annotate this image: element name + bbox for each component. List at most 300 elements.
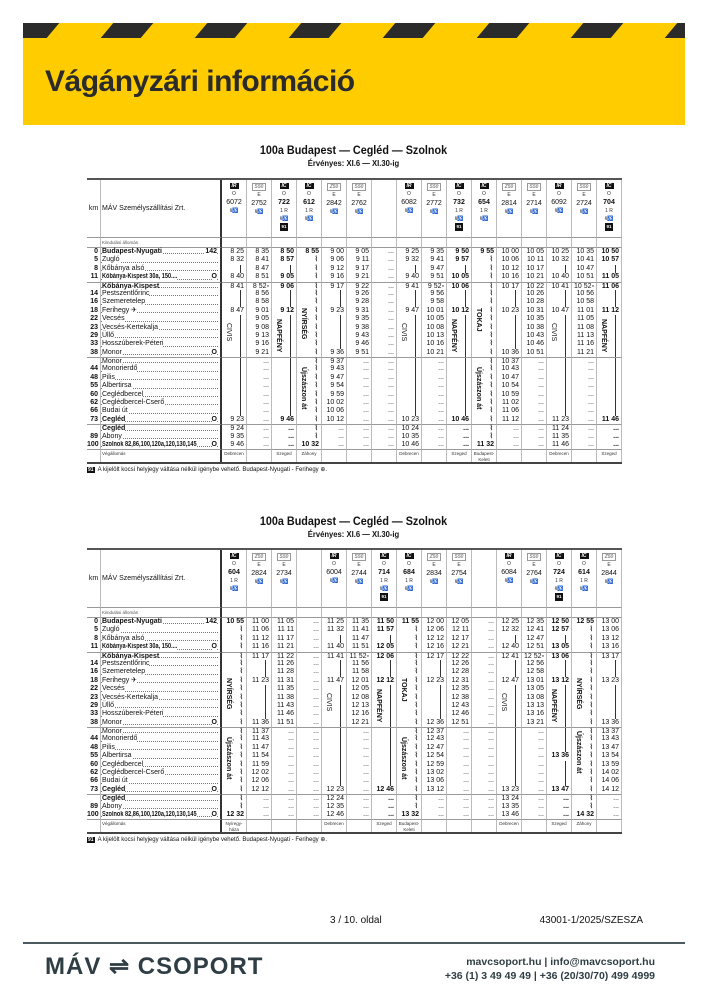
destination-cell — [372, 449, 397, 462]
service-class: O — [557, 191, 561, 197]
departure-time: 11 21 — [272, 643, 297, 651]
departure-time: 12 26 — [447, 660, 472, 668]
origin-cell — [597, 238, 622, 248]
departure-time: 9 05 — [247, 315, 272, 323]
train-number: 704 — [603, 199, 615, 206]
departure-time: 9 11 — [347, 256, 372, 264]
origin-cell — [322, 238, 347, 248]
departure-time — [547, 407, 572, 415]
departure-time: 12 12 — [372, 677, 397, 685]
stripe-segment — [477, 23, 530, 38]
departure-time: 11 16 — [572, 340, 597, 348]
departure-time: ... — [347, 735, 372, 743]
train-header — [222, 180, 247, 238]
departure-time: ... — [372, 282, 397, 290]
station-km: 73 — [87, 786, 101, 794]
pass-through-line: ⌇ — [472, 282, 497, 290]
departure-time: ... — [472, 643, 497, 651]
departure-time: 8 51 — [247, 273, 272, 281]
pass-through-line: ⌇ — [297, 399, 322, 407]
departure-time: ... — [372, 357, 397, 365]
pass-through-line: ⌇ — [222, 727, 247, 735]
station-suffix: O — [211, 810, 217, 818]
departure-time: 10 47 — [547, 307, 572, 315]
pass-through-line: ⌇ — [472, 332, 497, 340]
bicycle-accessible-icon: ꝸ♿ — [279, 579, 289, 585]
route-label: Újszászon át — [400, 736, 407, 779]
departure-time: 10 02 — [322, 399, 347, 407]
departure-time: ... — [447, 761, 472, 769]
station-label: Monor — [102, 728, 122, 736]
departure-time: ... — [297, 618, 322, 626]
pass-through-line: ⌇ — [572, 769, 597, 777]
station-name — [101, 719, 222, 727]
station-km — [87, 652, 101, 660]
departure-time: 10 06 — [447, 282, 472, 290]
departure-time: ... — [372, 382, 397, 390]
train-number: 2744 — [351, 570, 367, 577]
departure-time — [422, 694, 447, 702]
departure-time: 12 58 — [522, 668, 547, 676]
bicycle-accessible-icon: ꝸ♿ — [279, 216, 289, 222]
station-label: Ceglédbercel — [102, 760, 144, 768]
station-label: Hosszúberek-Péteri — [102, 340, 164, 348]
departure-time: 8 56 — [247, 290, 272, 298]
departure-time: 11 56 — [347, 660, 372, 668]
train-header — [297, 550, 322, 608]
departure-time: 9 46 — [347, 340, 372, 348]
service-class: E — [607, 562, 611, 568]
footnote-badge: 91 — [556, 594, 562, 599]
station-label: Monor — [102, 718, 122, 726]
departure-time: ... — [372, 407, 397, 415]
station-label: Monorierdő — [102, 735, 138, 743]
pass-through-line: ⌇ — [297, 374, 322, 382]
departure-time: ... — [572, 374, 597, 382]
departure-time — [322, 324, 347, 332]
departure-time — [547, 635, 572, 643]
pass-through-line: ⌇ — [222, 794, 247, 802]
departure-time — [322, 752, 347, 760]
departure-time: 10 12 — [322, 416, 347, 424]
departure-time — [497, 660, 522, 668]
departure-time: 11 38 — [272, 694, 297, 702]
station-km: 66 — [87, 407, 101, 415]
departure-time — [597, 298, 622, 306]
bicycle-accessible-icon: ꝸ♿ — [429, 209, 439, 215]
departure-time: 11 47 — [247, 744, 272, 752]
route-label: NYÍRSÉG — [575, 677, 582, 710]
train-number: 2814 — [501, 200, 517, 207]
bicycle-accessible-icon: ꝸ♿ — [529, 209, 539, 215]
station-km: 23 — [87, 694, 101, 702]
station-km: 48 — [87, 374, 101, 382]
departure-time: 10 35 — [522, 315, 547, 323]
station-label: Vecsés-Kertekalja — [102, 693, 159, 701]
departure-time: ... — [247, 374, 272, 382]
destination-cell: Szeged — [272, 449, 297, 462]
pass-through-line: ⌇ — [472, 399, 497, 407]
destination-cell: Debrecen — [547, 449, 572, 462]
train-category-badge: Z50 — [427, 553, 442, 561]
departure-time: ... — [247, 382, 272, 390]
pass-through-line: ⌇ — [572, 685, 597, 693]
departure-time: 11 12 — [597, 307, 622, 315]
departure-time — [547, 660, 572, 668]
destination-cell — [347, 819, 372, 832]
pass-through-line: ⌇ — [297, 332, 322, 340]
departure-time: ... — [522, 424, 547, 432]
departure-time: ... — [447, 769, 472, 777]
departure-time: ... — [322, 441, 347, 449]
service-class: E — [457, 562, 461, 568]
departure-time: 10 55 — [222, 618, 247, 626]
departure-time — [322, 298, 347, 306]
departure-time: 10 23 — [397, 416, 422, 424]
departure-time: 9 25 — [397, 248, 422, 256]
station-label: Ferihegy ✈ — [102, 306, 138, 314]
departure-time: ... — [372, 349, 397, 357]
departure-time: 12 17 — [447, 635, 472, 643]
departure-time: 12 47 — [522, 635, 547, 643]
departure-time: 9 47 — [322, 374, 347, 382]
pass-through-line: ⌇ — [572, 735, 597, 743]
reservation-info: 1 R — [230, 578, 238, 584]
departure-time: 10 47 — [497, 374, 522, 382]
departure-time: ... — [297, 668, 322, 676]
departure-time: 10 23 — [497, 307, 522, 315]
pass-through-line: ⌇ — [297, 365, 322, 373]
departure-time — [447, 365, 472, 373]
departure-time: 9 51 — [422, 273, 447, 281]
departure-time — [272, 265, 297, 273]
departure-time: ... — [372, 811, 397, 819]
departure-time: 13 46 — [497, 811, 522, 819]
departure-time: ... — [347, 407, 372, 415]
destination-cell: Szeged — [547, 819, 572, 832]
departure-time: ... — [572, 424, 597, 432]
pass-through-line: ⌇ — [397, 719, 422, 727]
station-name — [101, 769, 222, 777]
contact-phone: +36 (1) 3 49 49 49 | +36 (20/30/70) 499 4999 — [444, 970, 655, 982]
station-name — [101, 273, 222, 281]
departure-time — [597, 702, 622, 710]
departure-time: 9 35 — [422, 248, 447, 256]
station-km — [87, 357, 101, 365]
departure-time: 11 52▫ — [347, 652, 372, 660]
departure-time — [497, 735, 522, 743]
departure-time: 11 35 — [547, 433, 572, 441]
departure-time: ... — [347, 433, 372, 441]
station-name — [101, 256, 222, 264]
departure-time: 12 36 — [422, 719, 447, 727]
departure-time: ... — [297, 777, 322, 785]
departure-time: 13 32 — [397, 811, 422, 819]
departure-time — [247, 668, 272, 676]
departure-time: 10 35 — [397, 433, 422, 441]
train-category-badge: IC — [556, 553, 562, 559]
departure-time: ... — [297, 710, 322, 718]
departure-time: ... — [472, 803, 497, 811]
station-km: 48 — [87, 744, 101, 752]
departure-time — [397, 407, 422, 415]
departure-time: 9 12 — [272, 307, 297, 315]
departure-time: ... — [297, 643, 322, 651]
destination-cell: Debrecen — [497, 819, 522, 832]
departure-time: 11 00 — [247, 618, 272, 626]
departure-time: ... — [497, 433, 522, 441]
departure-time — [597, 710, 622, 718]
station-label: Hosszúberek-Péteri — [102, 710, 164, 718]
train-number: 6084 — [501, 569, 517, 576]
dot-leader — [101, 749, 218, 750]
departure-time: ... — [247, 794, 272, 802]
mav-csoport-logo: MÁV ⇌ CSOPORT — [45, 953, 264, 980]
departure-time: ... — [522, 794, 547, 802]
service-class: O — [232, 561, 236, 567]
train-header — [572, 550, 597, 608]
train-header — [522, 550, 547, 608]
train-number: 724 — [553, 569, 565, 576]
departure-time: ... — [522, 416, 547, 424]
departure-time: ... — [422, 441, 447, 449]
station-km: 44 — [87, 735, 101, 743]
departure-time: ... — [297, 694, 322, 702]
pass-through-line: ⌇ — [472, 265, 497, 273]
departure-time — [322, 769, 347, 777]
departure-time: 10 12 — [497, 265, 522, 273]
bicycle-accessible-icon: ꝸ♿ — [479, 216, 489, 222]
station-km: 60 — [87, 391, 101, 399]
departure-time — [372, 660, 397, 668]
departure-time: 12 25 — [497, 618, 522, 626]
departure-time: 10 16 — [497, 273, 522, 281]
departure-time — [397, 265, 422, 273]
departure-time: ... — [347, 399, 372, 407]
destination-cell — [322, 449, 347, 462]
station-name — [101, 618, 222, 626]
station-name — [101, 803, 222, 811]
departure-time: 13 35 — [497, 803, 522, 811]
departure-time — [497, 668, 522, 676]
departure-time: 11 35 — [272, 685, 297, 693]
departure-time: ... — [422, 416, 447, 424]
departure-time: 9 16 — [247, 340, 272, 348]
departure-time: ... — [522, 786, 547, 794]
departure-time: ... — [347, 424, 372, 432]
departure-time — [547, 727, 572, 735]
reservation-info: 1 R — [480, 208, 488, 214]
pass-through-line: ⌇ — [472, 349, 497, 357]
departure-time: ... — [472, 719, 497, 727]
departure-time — [597, 357, 622, 365]
pass-through-line: ⌇ — [297, 290, 322, 298]
departure-time: 10 22 — [522, 282, 547, 290]
departure-time: 12 47 — [497, 677, 522, 685]
departure-time: ... — [522, 382, 547, 390]
station-suffix: O — [211, 785, 217, 793]
departure-time — [322, 290, 347, 298]
origin-cell — [547, 238, 572, 248]
departure-time: 11 28 — [272, 668, 297, 676]
departure-time — [422, 660, 447, 668]
departure-time: ... — [422, 391, 447, 399]
departure-time: ... — [272, 794, 297, 802]
departure-time: ... — [522, 374, 547, 382]
station-name — [101, 374, 222, 382]
bicycle-accessible-icon: ꝸ♿ — [529, 579, 539, 585]
destination-cell: Debrecen — [322, 819, 347, 832]
station-suffix: O — [211, 273, 217, 281]
station-suffix: O — [211, 643, 217, 651]
departure-time — [222, 357, 247, 365]
departure-time: ... — [297, 786, 322, 794]
train-category-badge: S50 — [527, 183, 542, 191]
destination-cell — [422, 819, 447, 832]
station-label: Zugló — [102, 256, 120, 264]
train-number: 2772 — [426, 200, 442, 207]
departure-time: 11 37 — [247, 727, 272, 735]
departure-time: ... — [472, 777, 497, 785]
departure-time: 11 47 — [322, 677, 347, 685]
station-label: Kőbánya-Kispest 30a, 150.... — [102, 273, 178, 281]
departure-time: ... — [572, 433, 597, 441]
departure-time — [397, 374, 422, 382]
departure-time: 12 12 — [422, 635, 447, 643]
destination-cell — [447, 819, 472, 832]
station-label: Cegléd — [102, 415, 126, 423]
departure-time: 10 05 — [422, 315, 447, 323]
departure-time: ... — [522, 752, 547, 760]
departure-time: 11 01 — [572, 307, 597, 315]
route-label: TOKAJ — [475, 307, 482, 332]
train-number: 2724 — [576, 200, 592, 207]
service-class: E — [532, 192, 536, 198]
station-label: Üllő — [102, 331, 115, 339]
departure-time: ... — [347, 441, 372, 449]
station-label: Kőbánya-Kispest — [102, 282, 160, 290]
departure-time: 12 38 — [447, 694, 472, 702]
departure-time — [447, 357, 472, 365]
departure-time: 8 52▫ — [247, 282, 272, 290]
service-class: E — [582, 192, 586, 198]
station-name — [101, 357, 222, 365]
destination-label: Végállomás — [101, 819, 222, 832]
departure-time: 8 57 — [272, 256, 297, 264]
train-header — [272, 550, 297, 608]
departure-time: 9 58 — [422, 298, 447, 306]
pass-through-line: ⌇ — [397, 635, 422, 643]
train-number: 2754 — [451, 570, 467, 577]
pass-through-line: ⌇ — [572, 652, 597, 660]
origin-cell — [247, 238, 272, 248]
footnote-text: A kijelölt kocsi helyjegy váltása nélkül igénybe vehető. Budapest-Nyugati - Ferihegy ⊕. — [97, 837, 328, 843]
reservation-info: 1 R — [280, 208, 288, 214]
departure-time: 14 02 — [597, 769, 622, 777]
departure-time: 12 22 — [447, 652, 472, 660]
pass-through-line: ⌇ — [222, 769, 247, 777]
departure-time: 11 21 — [572, 349, 597, 357]
departure-time: 9 41 — [422, 256, 447, 264]
departure-time — [372, 635, 397, 643]
departure-time — [322, 761, 347, 769]
station-label: Üllő — [102, 701, 115, 709]
departure-time: 13 47 — [597, 744, 622, 752]
departure-time — [422, 668, 447, 676]
departure-time: ... — [247, 407, 272, 415]
departure-time: ... — [447, 744, 472, 752]
route-label: CIVIS — [323, 686, 334, 718]
departure-time: ... — [297, 635, 322, 643]
train-category-badge: S50 — [352, 183, 367, 191]
pass-through-line: ⌇ — [472, 324, 497, 332]
departure-time: ... — [447, 441, 472, 449]
departure-time: ... — [522, 803, 547, 811]
departure-time — [272, 290, 297, 298]
bicycle-accessible-icon: ꝸ♿ — [604, 579, 614, 585]
pass-through-line: ⌇ — [297, 282, 322, 290]
departure-time: ... — [372, 248, 397, 256]
pass-through-line: ⌇ — [572, 803, 597, 811]
departure-time — [272, 374, 297, 382]
departure-time — [497, 315, 522, 323]
station-name — [101, 324, 222, 332]
pass-through-line: ⌇ — [397, 694, 422, 702]
departure-time — [547, 365, 572, 373]
origin-label: Kiindulási állomás — [101, 608, 222, 618]
hazard-stripe — [23, 23, 685, 38]
departure-time: 11 41 — [347, 626, 372, 634]
destination-cell: Debrecen — [397, 449, 422, 462]
departure-time: ... — [272, 735, 297, 743]
departure-time — [597, 660, 622, 668]
departure-time: 9 32 — [397, 256, 422, 264]
departure-time: 11 51 — [272, 719, 297, 727]
departure-time: ... — [547, 794, 572, 802]
destination-cell — [272, 819, 297, 832]
departure-time: ... — [472, 735, 497, 743]
departure-time: 13 24 — [497, 794, 522, 802]
departure-time — [497, 635, 522, 643]
departure-time — [247, 694, 272, 702]
station-name — [101, 668, 222, 676]
stripe-segment — [383, 23, 436, 38]
departure-time: 9 55 — [472, 248, 497, 256]
destination-cell — [472, 819, 497, 832]
timetable-2 — [87, 548, 622, 834]
bicycle-accessible-icon: ꝸ♿ — [554, 586, 564, 592]
departure-time: 12 06 — [372, 652, 397, 660]
pass-through-line: ⌇ — [572, 710, 597, 718]
departure-time: ... — [247, 424, 272, 432]
station-label: Budai út — [102, 407, 128, 415]
departure-time: ... — [347, 382, 372, 390]
departure-time: ... — [372, 265, 397, 273]
departure-time: ... — [597, 424, 622, 432]
service-class: E — [332, 192, 336, 198]
departure-time: 9 35 — [222, 433, 247, 441]
departure-time: 13 16 — [597, 643, 622, 651]
departure-time — [597, 382, 622, 390]
pass-through-line: ⌇ — [222, 685, 247, 693]
station-label: Ceglédbercel — [102, 390, 144, 398]
origin-cell — [397, 608, 422, 618]
departure-time: ... — [472, 652, 497, 660]
departure-time: 13 43 — [597, 735, 622, 743]
departure-time: 10 11 — [522, 256, 547, 264]
departure-time: 12 51 — [522, 643, 547, 651]
departure-time: 10 21 — [522, 273, 547, 281]
